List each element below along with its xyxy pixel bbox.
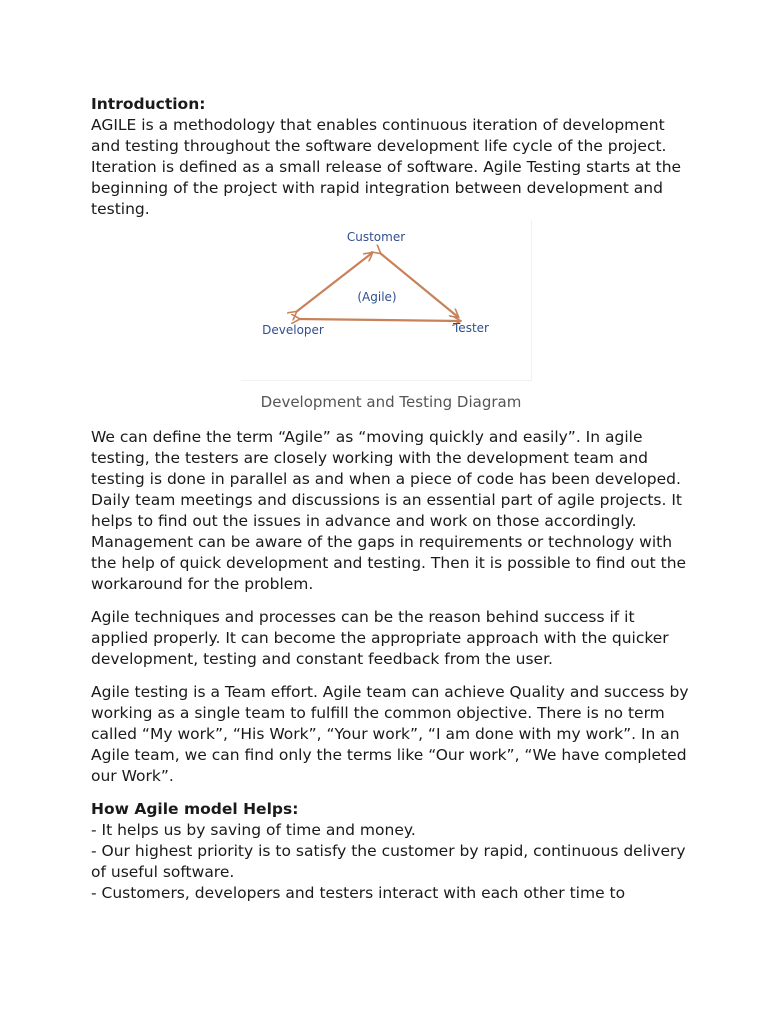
body-paragraph-1: We can define the term “Agile” as “moving quickly and easily”. In agile testing, the testers are closely working with the development team and testing is done in parallel as and when a piece of code has been developed. Daily team meetings and discussions is an essential part of agile projects. It helps to find out the issues in advance and work on those accordingly. Management can be aware of the gaps in requirements or technology with the help of quick development and testing. Then it is possible to find out the workaround for the problem. [91,428,687,593]
customer-tester-arrow [380,253,458,317]
body-paragraph-3: Agile testing is a Team effort. Agile team can achieve Quality and success by working as a single team to fulfill the common objective. There is no term called “My work”, “His Work”, “Your work”, “I am done with my work”. In an Agile team, we can find only the terms like “Our work”, “We have completed our Work”. [91,683,689,785]
agile-diagram [241,220,532,381]
document-page [91,94,691,904]
diagram-caption: Development and Testing Diagram [260,393,522,411]
intro-heading: Introduction: [91,95,206,113]
body-paragraph-2: Agile techniques and processes can be the reason behind success if it applied properly. It can become the appropriate approach with the quicker development, testing and constant feedback from the user. [91,608,669,668]
list-item: - Our highest priority is to satisfy the customer by rapid, continuous delivery of useful software. [91,842,686,881]
helps-list [91,820,691,904]
developer-label: Developer [262,323,324,337]
helps-heading: How Agile model Helps: [91,800,299,818]
agile-diagram-svg [241,220,531,380]
customer-label: Customer [346,230,406,244]
development-testing-figure [91,220,691,380]
list-item: - Customers, developers and testers interact with each other time to [91,884,626,902]
list-item: - It helps us by saving of time and money. [91,821,416,839]
tester-label: Tester [453,321,489,335]
developer-tester-arrow [299,319,460,321]
agile-center-label: (Agile) [357,290,397,304]
intro-paragraph: AGILE is a methodology that enables continuous iteration of development and testing throughout the software development life cycle of the project. Iteration is defined as a small release of software. Agile Testing starts at the beginning of the project with rapid integration between development and testing. [91,116,682,218]
